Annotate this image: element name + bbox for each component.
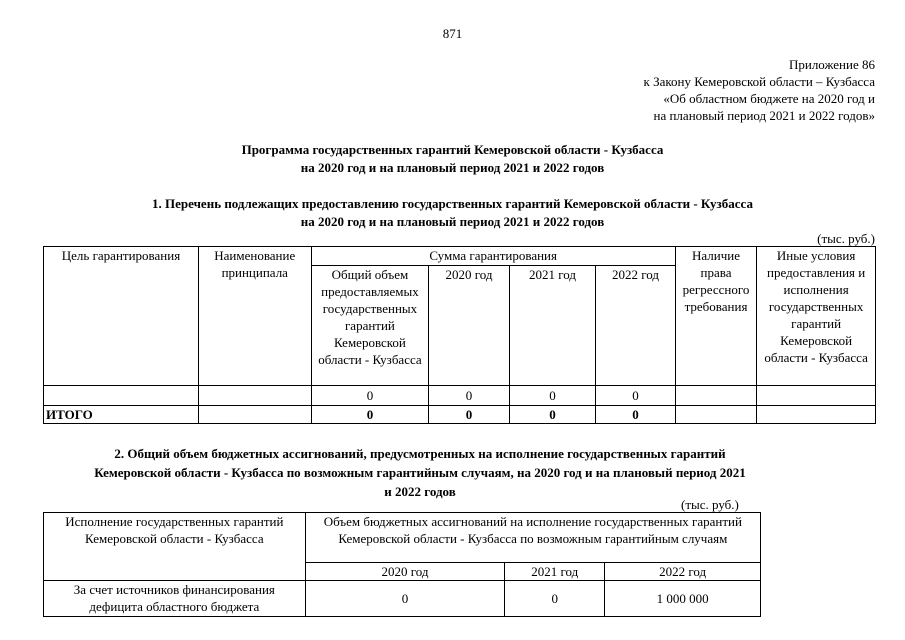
allocations-table <box>43 512 761 617</box>
itogo-2022: 0 <box>596 406 675 424</box>
section1-heading <box>0 195 905 231</box>
itogo-label: ИТОГО <box>44 406 199 424</box>
appendix-block <box>644 56 876 124</box>
cell-2021: 0 <box>509 386 596 406</box>
cell-other <box>757 406 876 424</box>
section1-unit: (тыс. руб.) <box>817 231 875 246</box>
cell-total: 0 <box>311 386 429 406</box>
document-title <box>0 141 905 177</box>
header-2022: 2022 год <box>596 266 675 386</box>
cell-principal <box>198 386 311 406</box>
table-row <box>44 581 761 617</box>
guarantees-table <box>43 246 876 424</box>
heading-line: Кемеровской области - Кузбасса по возможным гарантийным случаям, на 2020 год и на плановый период 2021 <box>94 465 746 480</box>
itogo-total: 0 <box>311 406 429 424</box>
itogo-2021: 0 <box>509 406 596 424</box>
header-execution: Исполнение государственных гарантий Кемеровской области - Кузбасса <box>44 513 306 581</box>
table-row <box>44 386 876 406</box>
header-2020: 2020 год <box>429 266 509 386</box>
cell-principal <box>198 406 311 424</box>
itogo-row <box>44 406 876 424</box>
appendix-line: Приложение 86 <box>788 57 875 72</box>
header-2020: 2020 год <box>305 563 505 581</box>
cell-regress <box>675 386 756 406</box>
cell-2022: 0 <box>596 386 675 406</box>
header-total-volume: Общий объем предоставляемых государственных гарантий Кемеровской области - Кузбасса <box>311 266 429 386</box>
heading-line: 1. Перечень подлежащих предоставлению государственных гарантий Кемеровской области - Кузбасса <box>152 196 753 211</box>
header-principal: Наименование принципала <box>198 247 311 386</box>
page-number: 871 <box>442 26 463 41</box>
header-other-conditions: Иные условия предоставления и исполнения государственных гарантий Кемеровской области - Кузбасса <box>757 247 876 386</box>
header-2021: 2021 год <box>509 266 596 386</box>
heading-line: и 2022 годов <box>384 484 456 499</box>
header-volume: Объем бюджетных ассигнований на исполнение государственных гарантий Кемеровской области - Кузбасса по возможным гарантийным случаям <box>305 513 760 563</box>
section2-unit: (тыс. руб.) <box>681 497 739 512</box>
appendix-line: к Закону Кемеровской области – Кузбасса <box>643 74 875 89</box>
heading-line: на 2020 год и на плановый период 2021 и 2022 годов <box>300 214 605 229</box>
title-line: на 2020 год и на плановый период 2021 и 2022 годов <box>300 160 605 175</box>
cell-2022: 1 000 000 <box>605 581 761 617</box>
cell-2021: 0 <box>505 581 605 617</box>
header-goal: Цель гарантирования <box>44 247 199 386</box>
header-2022: 2022 год <box>605 563 761 581</box>
appendix-line: на плановый период 2021 и 2022 годов» <box>653 108 875 123</box>
cell-other <box>757 386 876 406</box>
header-2021: 2021 год <box>505 563 605 581</box>
row-label: За счет источников финансирования дефицита областного бюджета <box>44 581 306 617</box>
section2-heading <box>40 444 800 501</box>
heading-line: 2. Общий объем бюджетных ассигнований, предусмотренных на исполнение государственных гарантий <box>114 446 726 461</box>
cell-regress <box>675 406 756 424</box>
header-sum: Сумма гарантирования <box>311 247 675 266</box>
cell-2020: 0 <box>429 386 509 406</box>
itogo-2020: 0 <box>429 406 509 424</box>
title-line: Программа государственных гарантий Кемеровской области - Кузбасса <box>241 142 664 157</box>
appendix-line: «Об областном бюджете на 2020 год и <box>663 91 875 106</box>
header-regress: Наличие права регрессного требования <box>675 247 756 386</box>
cell-goal <box>44 386 199 406</box>
cell-2020: 0 <box>305 581 505 617</box>
